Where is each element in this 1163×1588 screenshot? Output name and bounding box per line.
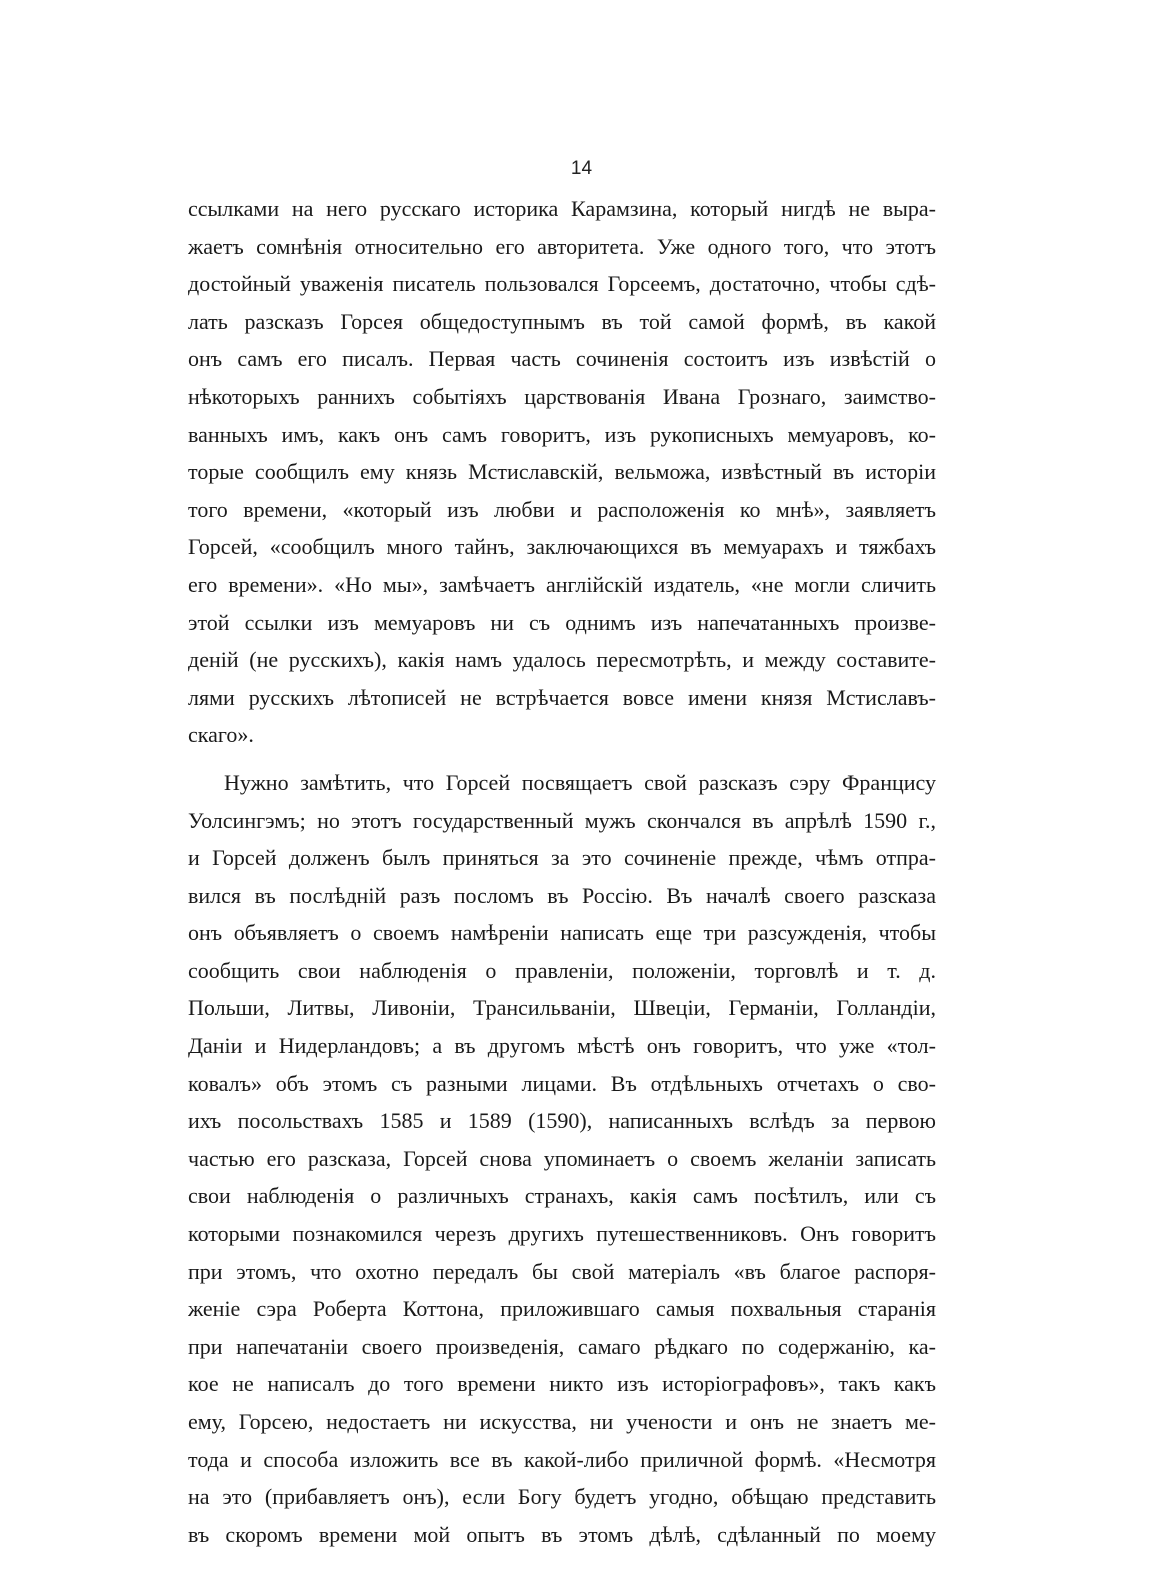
text-line: ссылками на него русскаго историка Карамзина, который нигдѣ не выра- — [188, 196, 936, 221]
text-line: жаетъ сомнѣнія относительно его авторитета. Уже одного того, что этотъ — [188, 233, 936, 259]
paragraph — [188, 190, 936, 754]
text-line: въ скоромъ времени мой опытъ въ этомъ дѣлѣ, сдѣланный по моему — [188, 1521, 936, 1547]
text-line: женіе сэра Роберта Коттона, приложившаго самыя похвальныя старанія — [188, 1296, 936, 1322]
text-line: Уолсингэмъ; но этотъ государственный мужъ скончался въ апрѣлѣ 1590 г., — [188, 807, 936, 833]
text-line: частью его разсказа, Горсей снова упоминаетъ о своемъ желаніи записать — [188, 1145, 936, 1171]
text-line: Даніи и Нидерландовъ; а въ другомъ мѣстѣ онъ говоритъ, что уже «тол- — [188, 1033, 936, 1059]
text-line: вился въ послѣдній разъ посломъ въ Россію. Въ началѣ своего разсказа — [188, 882, 936, 908]
text-line: Горсей, «сообщилъ много тайнъ, заключающихся въ мемуарахъ и тяжбахъ — [188, 534, 936, 560]
text-line: сообщить свои наблюденія о правленіи, положеніи, торговлѣ и т. д. — [188, 957, 936, 983]
text-line: которыми познакомился черезъ другихъ путешественниковъ. Онъ говоритъ — [188, 1221, 936, 1247]
text-line: ихъ посольствахъ 1585 и 1589 (1590), написанныхъ вслѣдъ за первою — [188, 1108, 936, 1134]
text-line: деній (не русскихъ), какія намъ удалось пересмотрѣть, и между составите- — [188, 647, 936, 673]
text-line: нѣкоторыхъ раннихъ событіяхъ царствованія Ивана Грознаго, заимство- — [188, 383, 936, 409]
text-line: при этомъ, что охотно передалъ бы свой матеріалъ «въ благое распоря- — [188, 1258, 936, 1284]
paragraph — [188, 764, 936, 1553]
text-line: ему, Горсею, недостаетъ ни искусства, ни учености и онъ не знаетъ ме- — [188, 1409, 936, 1434]
text-line: его времени». «Но мы», замѣчаетъ англійскій издатель, «не могли сличить — [188, 571, 936, 597]
text-line: и Горсей долженъ былъ приняться за это сочиненіе прежде, чѣмъ отпра- — [188, 845, 936, 871]
page-number: 14 — [570, 158, 593, 179]
text-line: Нужно замѣтить, что Горсей посвящаетъ свой разсказъ сэру Францису — [224, 769, 936, 795]
text-line: свои наблюденія о различныхъ странахъ, какія самъ посѣтилъ, или съ — [188, 1183, 936, 1209]
text-line: лями русскихъ лѣтописей не встрѣчается вовсе имени князя Мстиславъ- — [188, 684, 936, 710]
text-line: на это (прибавляетъ онъ), если Богу будетъ угодно, обѣщаю представить — [188, 1484, 936, 1510]
text-line: онъ самъ его писалъ. Первая часть сочиненія состоитъ изъ извѣстій о — [188, 346, 936, 372]
text-line: лать разсказъ Горсея общедоступнымъ въ той самой формѣ, въ какой — [188, 308, 936, 334]
text-line: при напечатаніи своего произведенія, самаго рѣдкаго по содержанію, ка- — [188, 1333, 936, 1359]
paragraph-gap — [188, 754, 936, 764]
text-line: ванныхъ имъ, какъ онъ самъ говоритъ, изъ рукописныхъ мемуаровъ, ко- — [188, 421, 936, 447]
text-line: тода и способа изложить все въ какой-либо приличной формѣ. «Несмотря — [188, 1446, 936, 1472]
text-line: этой ссылки изъ мемуаровъ ни съ однимъ изъ напечатанныхъ произве- — [188, 609, 936, 635]
text-line: онъ объявляетъ о своемъ намѣреніи написать еще три разсужденія, чтобы — [188, 920, 936, 946]
body-text — [188, 190, 936, 1553]
text-line: кое не написалъ до того времени никто изъ исторіографовъ», такъ какъ — [188, 1371, 936, 1397]
text-line: Польши, Литвы, Ливоніи, Трансильваніи, Швеціи, Германіи, Голландіи, — [188, 995, 936, 1021]
text-line: ковалъ» объ этомъ съ разными лицами. Въ отдѣльныхъ отчетахъ о сво- — [188, 1070, 936, 1096]
text-line: скаго». — [188, 722, 254, 748]
text-line: достойный уваженія писатель пользовался Горсеемъ, достаточно, чтобы сдѣ- — [188, 271, 936, 297]
text-line: того времени, «который изъ любви и расположенія ко мнѣ», заявляетъ — [188, 496, 936, 522]
text-line: торые сообщилъ ему князь Мстиславскій, вельможа, извѣстный въ исторіи — [188, 459, 936, 485]
